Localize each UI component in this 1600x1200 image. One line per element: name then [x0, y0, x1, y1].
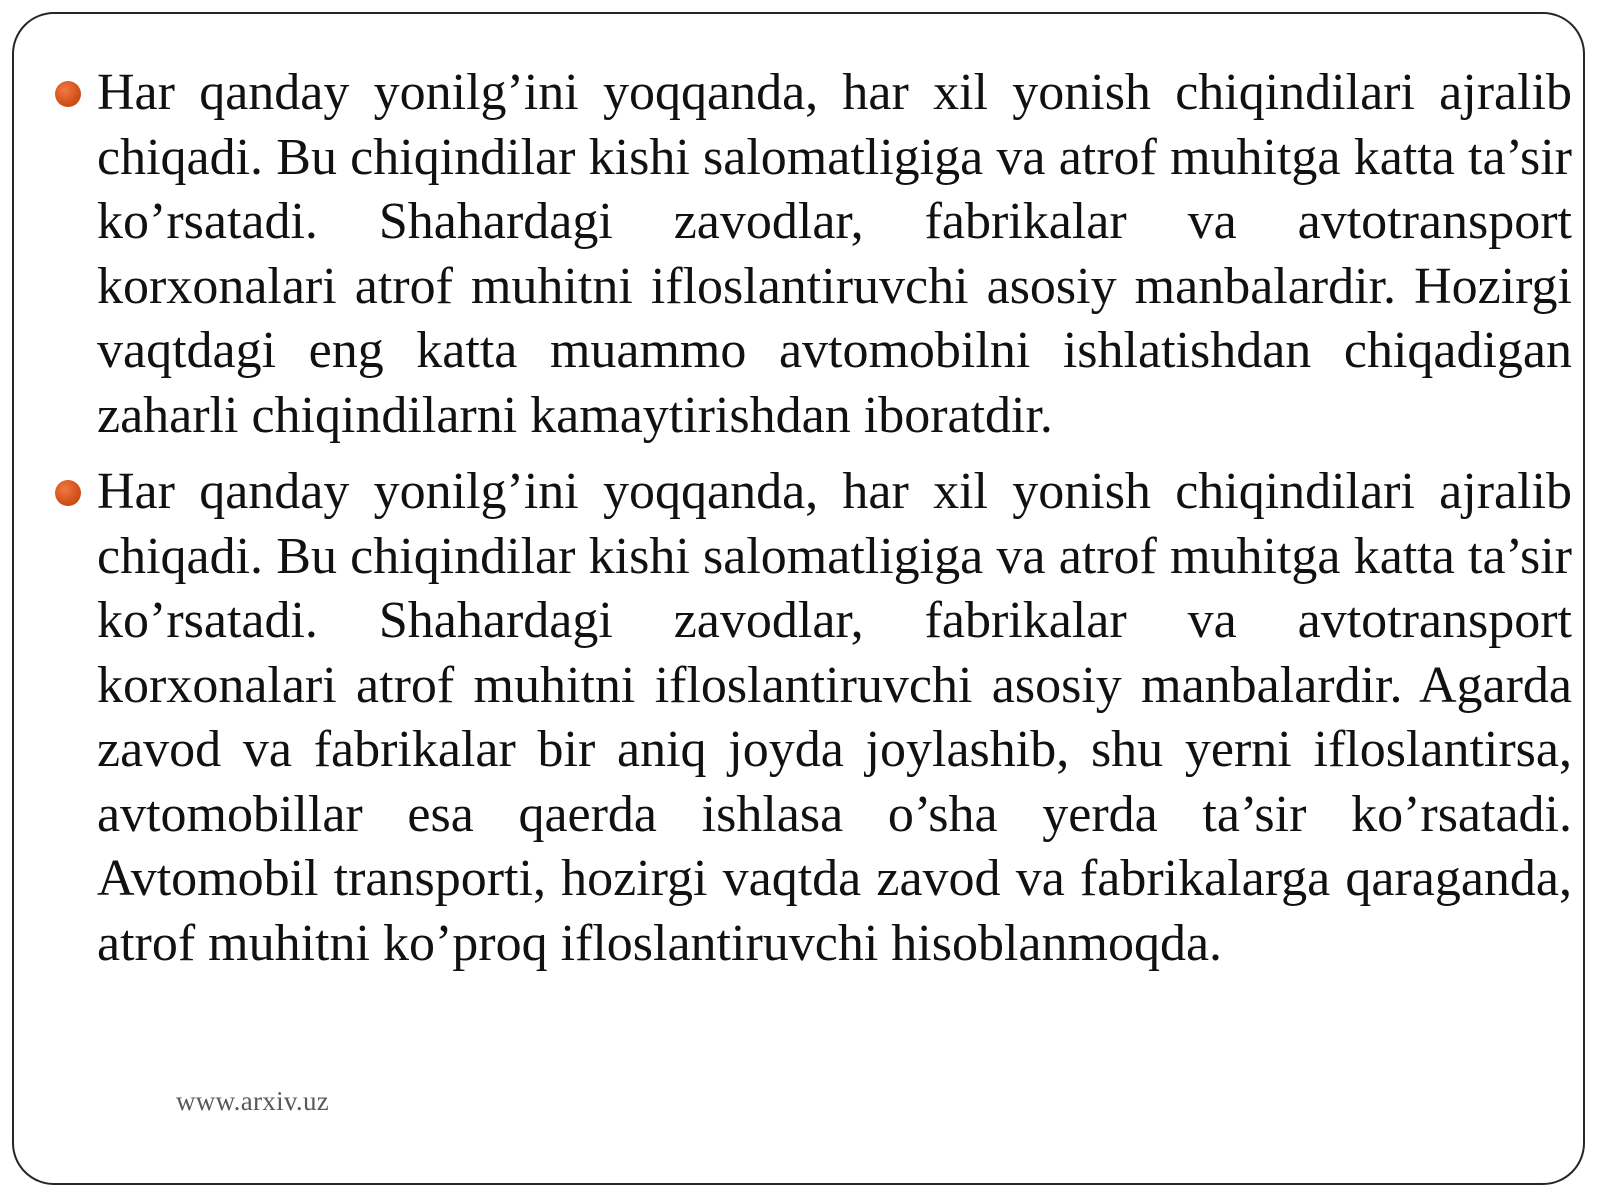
- slide-content: [84, 61, 1572, 976]
- bullet-item-2: [84, 460, 1572, 976]
- bullet-text: Har qanday yonilg’ini yoqqanda, har xil yonish chiqindilari ajralib chiqadi. Bu chiqindilar kishi salomatligiga va atrof muhitga katta ta’sir ko’rsatadi. Shahardagi zavodlar, fabrikalar va avtotransport korxonalari atrof muhitni ifloslantiruvchi asosiy manbalardir. Agarda zavod va fabrikalar bir aniq joyda joylashib, shu yerni ifloslantirsa, avtomobillar esa qaerda ishlasa o’sha yerda ta’sir ko’rsatadi. Avtomobil transporti, hozirgi vaqtda zavod va fabrikalarga qaraganda, atrof muhitni ko’proq ifloslantiruvchi hisoblanmoqda.: [97, 463, 1572, 972]
- bullet-item-1: [84, 61, 1572, 448]
- circle-bullet-icon: [55, 81, 81, 107]
- bullet-text: Har qanday yonilg’ini yoqqanda, har xil yonish chiqindilari ajralib chiqadi. Bu chiqindilar kishi salomatligiga va atrof muhitga katta ta’sir ko’rsatadi. Shahardagi zavodlar, fabrikalar va avtotransport korxonalari atrof muhitni ifloslantiruvchi asosiy manbalardir. Hozirgi vaqtdagi eng katta muammo avtomobilni ishlatishdan chiqadigan zaharli chiqindilarni kamaytirishdan iboratdir.: [97, 64, 1572, 444]
- footer-url: www.arxiv.uz: [176, 1086, 330, 1116]
- circle-bullet-icon: [55, 480, 81, 506]
- slide-frame: [12, 12, 1585, 1185]
